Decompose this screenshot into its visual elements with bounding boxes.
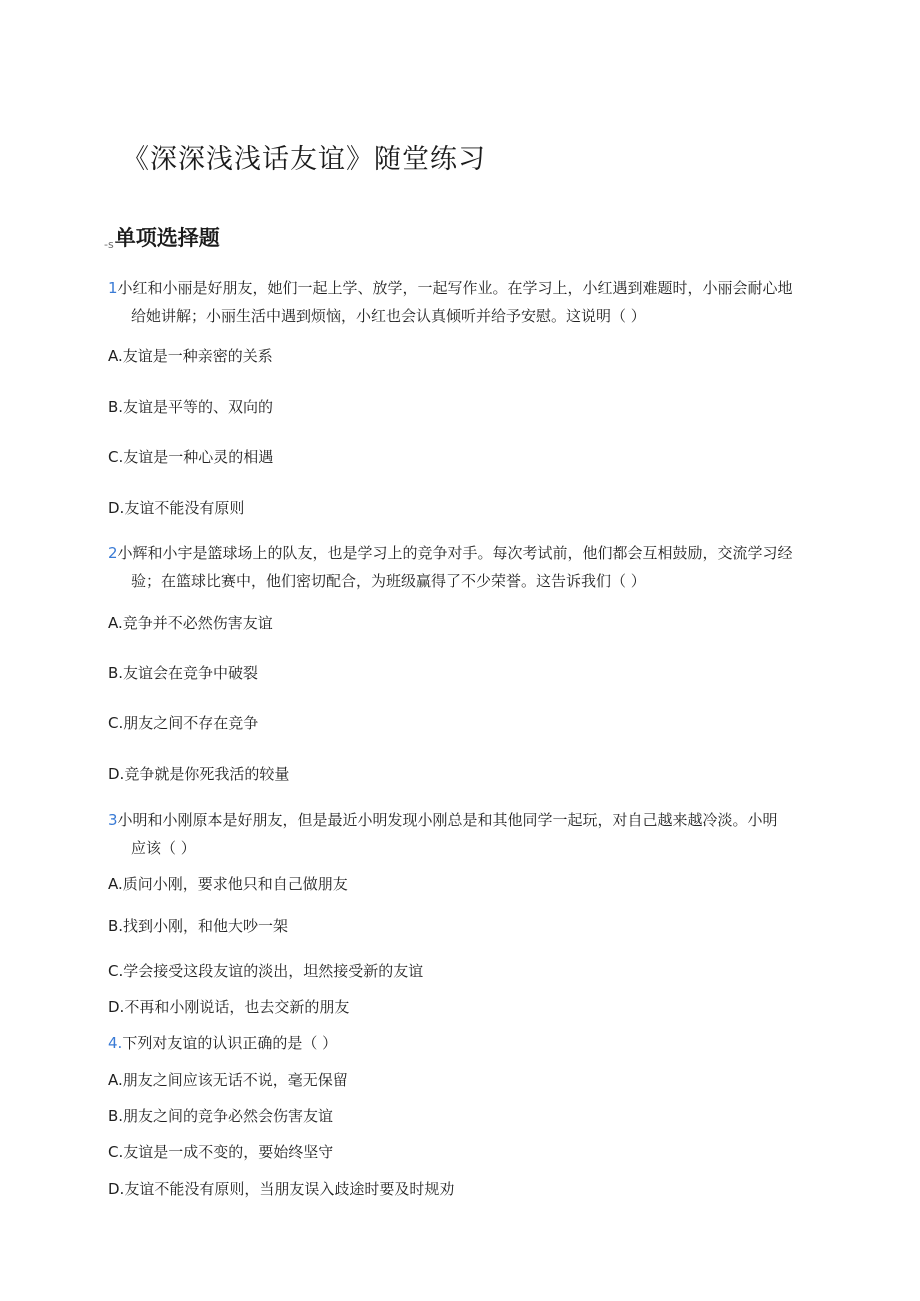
option-3c: C.学会接受这段友谊的淡出，坦然接受新的友谊: [108, 962, 424, 980]
option-4a: A.朋友之间应该无话不说，毫无保留: [108, 1071, 348, 1089]
question-stem: 小红和小丽是好朋友，她们一起上学、放学，一起写作业。在学习上，小红遇到难题时，小丽会耐心地: [117, 279, 793, 297]
question-2: [108, 539, 820, 595]
question-stem: 小明和小刚原本是好朋友，但是最近小明发现小刚总是和其他同学一起玩，对自己越来越冷淡。小明: [117, 811, 778, 829]
option-2d: D.竞争就是你死我活的较量: [108, 765, 290, 783]
option-2b: B.友谊会在竞争中破裂: [108, 664, 259, 682]
question-stem-continued: 验；在篮球比赛中，他们密切配合，为班级赢得了不少荣誉。这告诉我们（ ）: [131, 572, 646, 590]
question-1: [108, 274, 820, 330]
option-2c: C.朋友之间不存在竞争: [108, 714, 259, 732]
option-1d: D.友谊不能没有原则: [108, 499, 245, 517]
question-4: [108, 1029, 820, 1057]
page-title: 《深深浅浅话友谊》随堂练习: [122, 144, 486, 175]
option-4b: B.朋友之间的竞争必然会伤害友谊: [108, 1107, 334, 1125]
question-stem: 小辉和小宇是篮球场上的队友，也是学习上的竞争对手。每次考试前，他们都会互相鼓励，交流学习经: [117, 544, 793, 562]
question-stem-continued: 应该（ ）: [131, 839, 196, 857]
question-3: [108, 806, 820, 862]
question-stem: 下列对友谊的认识正确的是（ ）: [122, 1034, 338, 1052]
question-number: 4.: [108, 1034, 123, 1052]
option-1a: A.友谊是一种亲密的关系: [108, 347, 273, 365]
option-1c: C.友谊是一种心灵的相遇: [108, 448, 274, 466]
option-3b: B.找到小刚，和他大吵一架: [108, 917, 289, 935]
question-number: 3: [108, 811, 118, 829]
option-3d: D.不再和小刚说话，也去交新的朋友: [108, 998, 350, 1016]
section-marker: -s: [104, 238, 114, 251]
option-3a: A.质问小刚，要求他只和自己做朋友: [108, 875, 348, 893]
question-number: 2: [108, 544, 118, 562]
option-2a: A.竞争并不必然伤害友谊: [108, 614, 273, 632]
section-heading: [104, 223, 220, 253]
option-1b: B.友谊是平等的、双向的: [108, 398, 274, 416]
option-4c: C.友谊是一成不变的，要始终坚守: [108, 1143, 334, 1161]
question-number: 1: [108, 279, 118, 297]
section-label: 单项选择题: [114, 226, 220, 250]
option-4d: D.友谊不能没有原则，当朋友误入歧途时要及时规劝: [108, 1180, 455, 1198]
question-stem-continued: 给她讲解；小丽生活中遇到烦恼，小红也会认真倾听并给予安慰。这说明（ ）: [131, 307, 646, 325]
